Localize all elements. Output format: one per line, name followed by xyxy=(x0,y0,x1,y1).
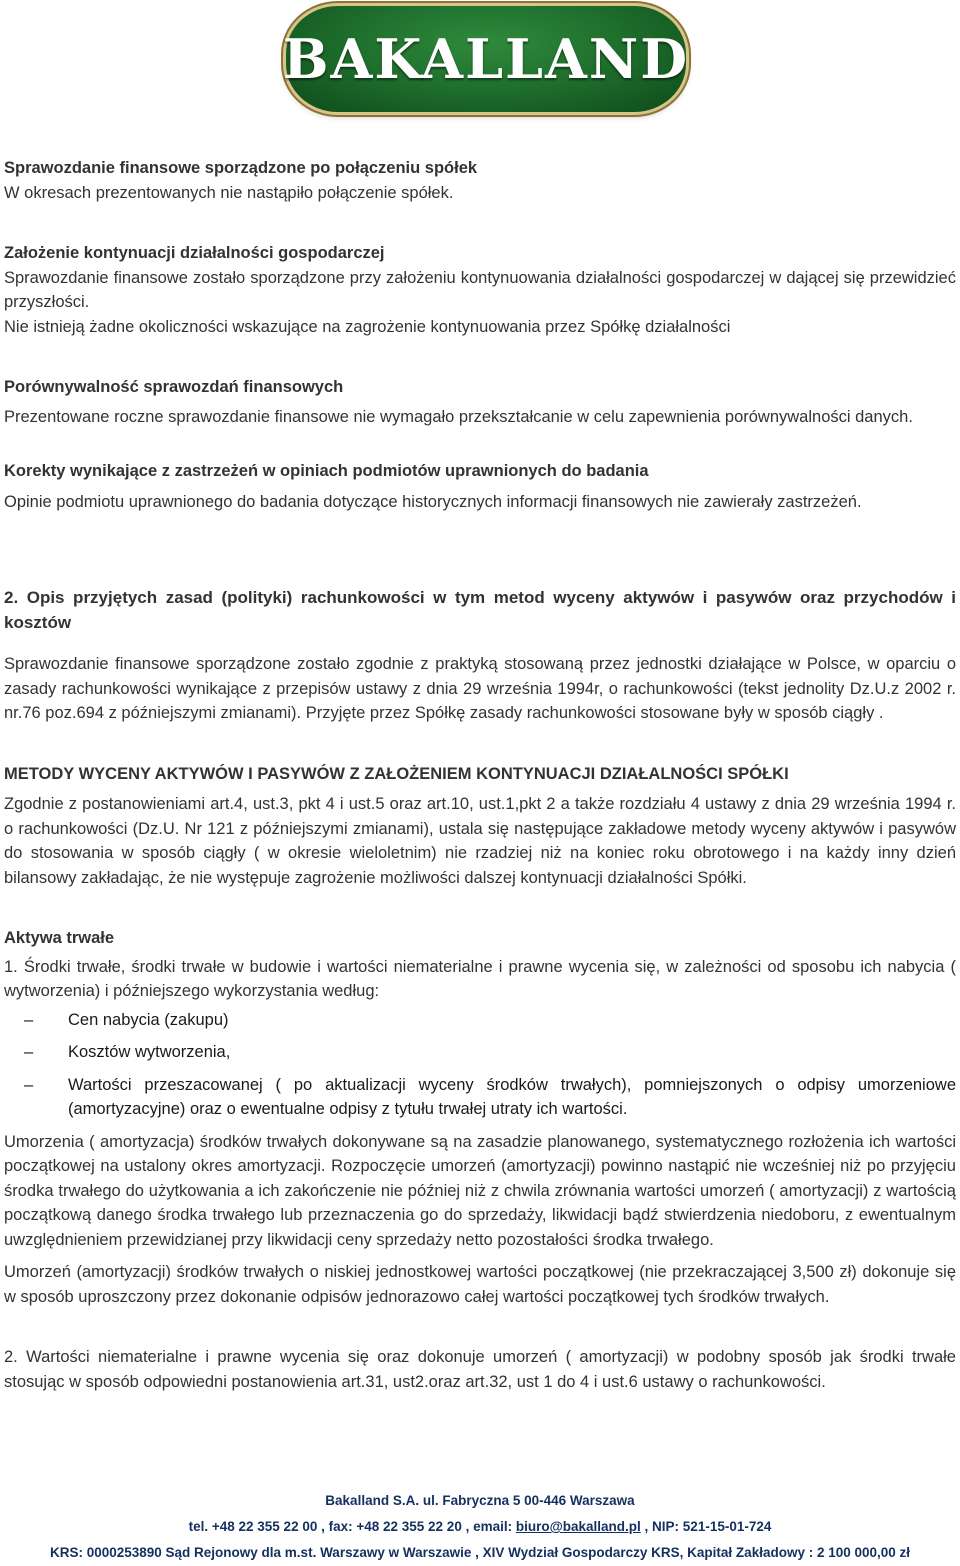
footer-contact: tel. +48 22 355 22 00 , fax: +48 22 355 22 20 , email: biuro@bakalland.pl , NIP: 521-15-01-724 xyxy=(188,1519,772,1534)
email-link[interactable]: biuro@bakalland.pl xyxy=(515,1519,641,1534)
list-item: – Kosztów wytworzenia, xyxy=(24,1043,231,1061)
heading-valuation-methods: METODY WYCENY AKTYWÓW I PASYWÓW Z ZAŁOŻENIEM KONTYNUACJI DZIAŁALNOŚCI SPÓŁKI xyxy=(4,764,789,783)
heading-accounting-policies: 2. Opis przyjętych zasad (polityki) rachunkowości w tym metod wyceny aktywów i pasywów oraz przychodów i kosztów xyxy=(4,588,956,632)
list-item: – Cen nabycia (zakupu) xyxy=(24,1010,229,1029)
text-depreciation: Umorzenia ( amortyzacja) środków trwałych dokonywane są na zasadzie planowanego, systematycznego rozłożenia ich wartości początkowej na ustalony okres amortyzacji. Rozpoczęcie umorzeń (amortyzacji) powinno nastąpić nie wcześniej niż po przyjęciu środka trwałego do użytkowania a ich zakończenie nie później niż z chwila zrównania wartości umorzeń ( amortyzacji) z wartością początkową danego środka trwałego lub przeznaczenia go do sprzedaży, likwidacji bądź stwierdzenia niedoboru, z ewentualnym uwzględnieniem przewidzianej przy likwidacji ceny sprzedaży netto pozostałości środka trwałego. xyxy=(4,1132,956,1249)
footer-address: Bakalland S.A. ul. Fabryczna 5 00-446 Warszawa xyxy=(325,1493,635,1508)
bakalland-logo xyxy=(282,6,690,112)
text-fixed-assets-1: 1. Środki trwałe, środki trwałe w budowie i wartości niematerialne i prawne wycenia się, w zależności od sposobu ich nabycia ( wytworzenia) i późniejszego wykorzystania według: xyxy=(4,957,956,1000)
heading-comparability: Porównywalność sprawozdań finansowych xyxy=(4,378,344,396)
text-accounting-policies: Sprawozdanie finansowe sporządzone zostało zgodnie z praktyką stosowaną przez jednostki działające w Polsce, w oparciu o zasady rachunkowości wynikające z przepisów ustawy z dnia 29 września 1994r, o rachunkowości (tekst jednolity Dz.U.z 2002 r. nr.76 poz.694 z późniejszymi zmianami). Przyjęte przez Spółkę zasady rachunkowości stosowane były w sposób ciągły . xyxy=(4,655,956,722)
text-going-concern-2: Nie istnieją żadne okoliczności wskazujące na zagrożenie kontynuowania przez Spółkę działalności xyxy=(4,317,731,336)
list-item: – Wartości przeszacowanej ( po aktualizacji wyceny środków trwałych), pomniejszonych o odpisy umorzeniowe (amortyzacyjne) oraz o ewentualne odpisy z tytułu trwałej utraty ich wartości. xyxy=(24,1075,956,1118)
heading-corrections: Korekty wynikające z zastrzeżeń w opiniach podmiotów uprawnionych do badania xyxy=(4,462,649,480)
header-logo-area xyxy=(0,0,960,118)
valuation-bases-list xyxy=(4,1008,956,1122)
footer-registry: KRS: 0000253890 Sąd Rejonowy dla m.st. Warszawy w Warszawie , XIV Wydział Gospodarczy KRS, Kapitał Zakładowy : 2 100 000,00 zł xyxy=(49,1545,911,1560)
text-intangibles: 2. Wartości niematerialne i prawne wycenia się oraz dokonuje umorzeń ( amortyzacji) w podobny sposób jak środki trwałe stosując w sposób odpowiedni postanowienia art.31, ust2.oraz art.32, ust 1 do 4 i ust.6 ustawy o rachunkowości. xyxy=(4,1348,956,1391)
heading-merger: Sprawozdanie finansowe sporządzone po połączeniu spółek xyxy=(4,159,478,177)
heading-fixed-assets: Aktywa trwałe xyxy=(4,929,115,947)
logo-text: BAKALLAND xyxy=(282,27,690,91)
page-footer xyxy=(0,1488,960,1566)
text-corrections: Opinie podmiotu uprawnionego do badania dotyczące historycznych informacji finansowych nie zawierały zastrzeżeń. xyxy=(4,492,862,511)
text-going-concern-1: Sprawozdanie finansowe zostało sporządzone przy założeniu kontynuowania działalności gospodarczej w dającej się przewidzieć przyszłości. xyxy=(4,268,956,311)
document-body xyxy=(4,156,956,1394)
text-low-value-assets: Umorzeń (amortyzacji) środków trwałych o niskiej jednostkowej wartości początkowej (nie przekraczającej 3,500 zł) dokonuje się w sposób uproszczony przez dokonanie odpisów jednorazowo całej wartości początkowej tych środków trwałych. xyxy=(4,1263,956,1306)
text-merger: W okresach prezentowanych nie nastąpiło połączenie spółek. xyxy=(4,183,454,202)
text-comparability: Prezentowane roczne sprawozdanie finansowe nie wymagało przekształcanie w celu zapewnienia porównywalności danych. xyxy=(4,407,913,426)
heading-going-concern: Założenie kontynuacji działalności gospodarczej xyxy=(4,244,385,262)
text-valuation-methods: Zgodnie z postanowieniami art.4, ust.3, pkt 4 i ust.5 oraz art.10, ust.1,pkt 2 a także rozdziału 4 ustawy z dnia 29 września 1994 r. o rachunkowości (Dz.U. Nr 121 z późniejszymi zmianami), ustala się następujące zakładowe metody wyceny aktywów i pasywów do stosowania w sposób ciągły ( w okresie wieloletnim) nie rzadziej niż na koniec roku obrotowego i na każdy inny dzień bilansowy zakładając, że nie występuje zagrożenie możliwości dalszej kontynuacji działalności Spółki. xyxy=(4,795,956,887)
